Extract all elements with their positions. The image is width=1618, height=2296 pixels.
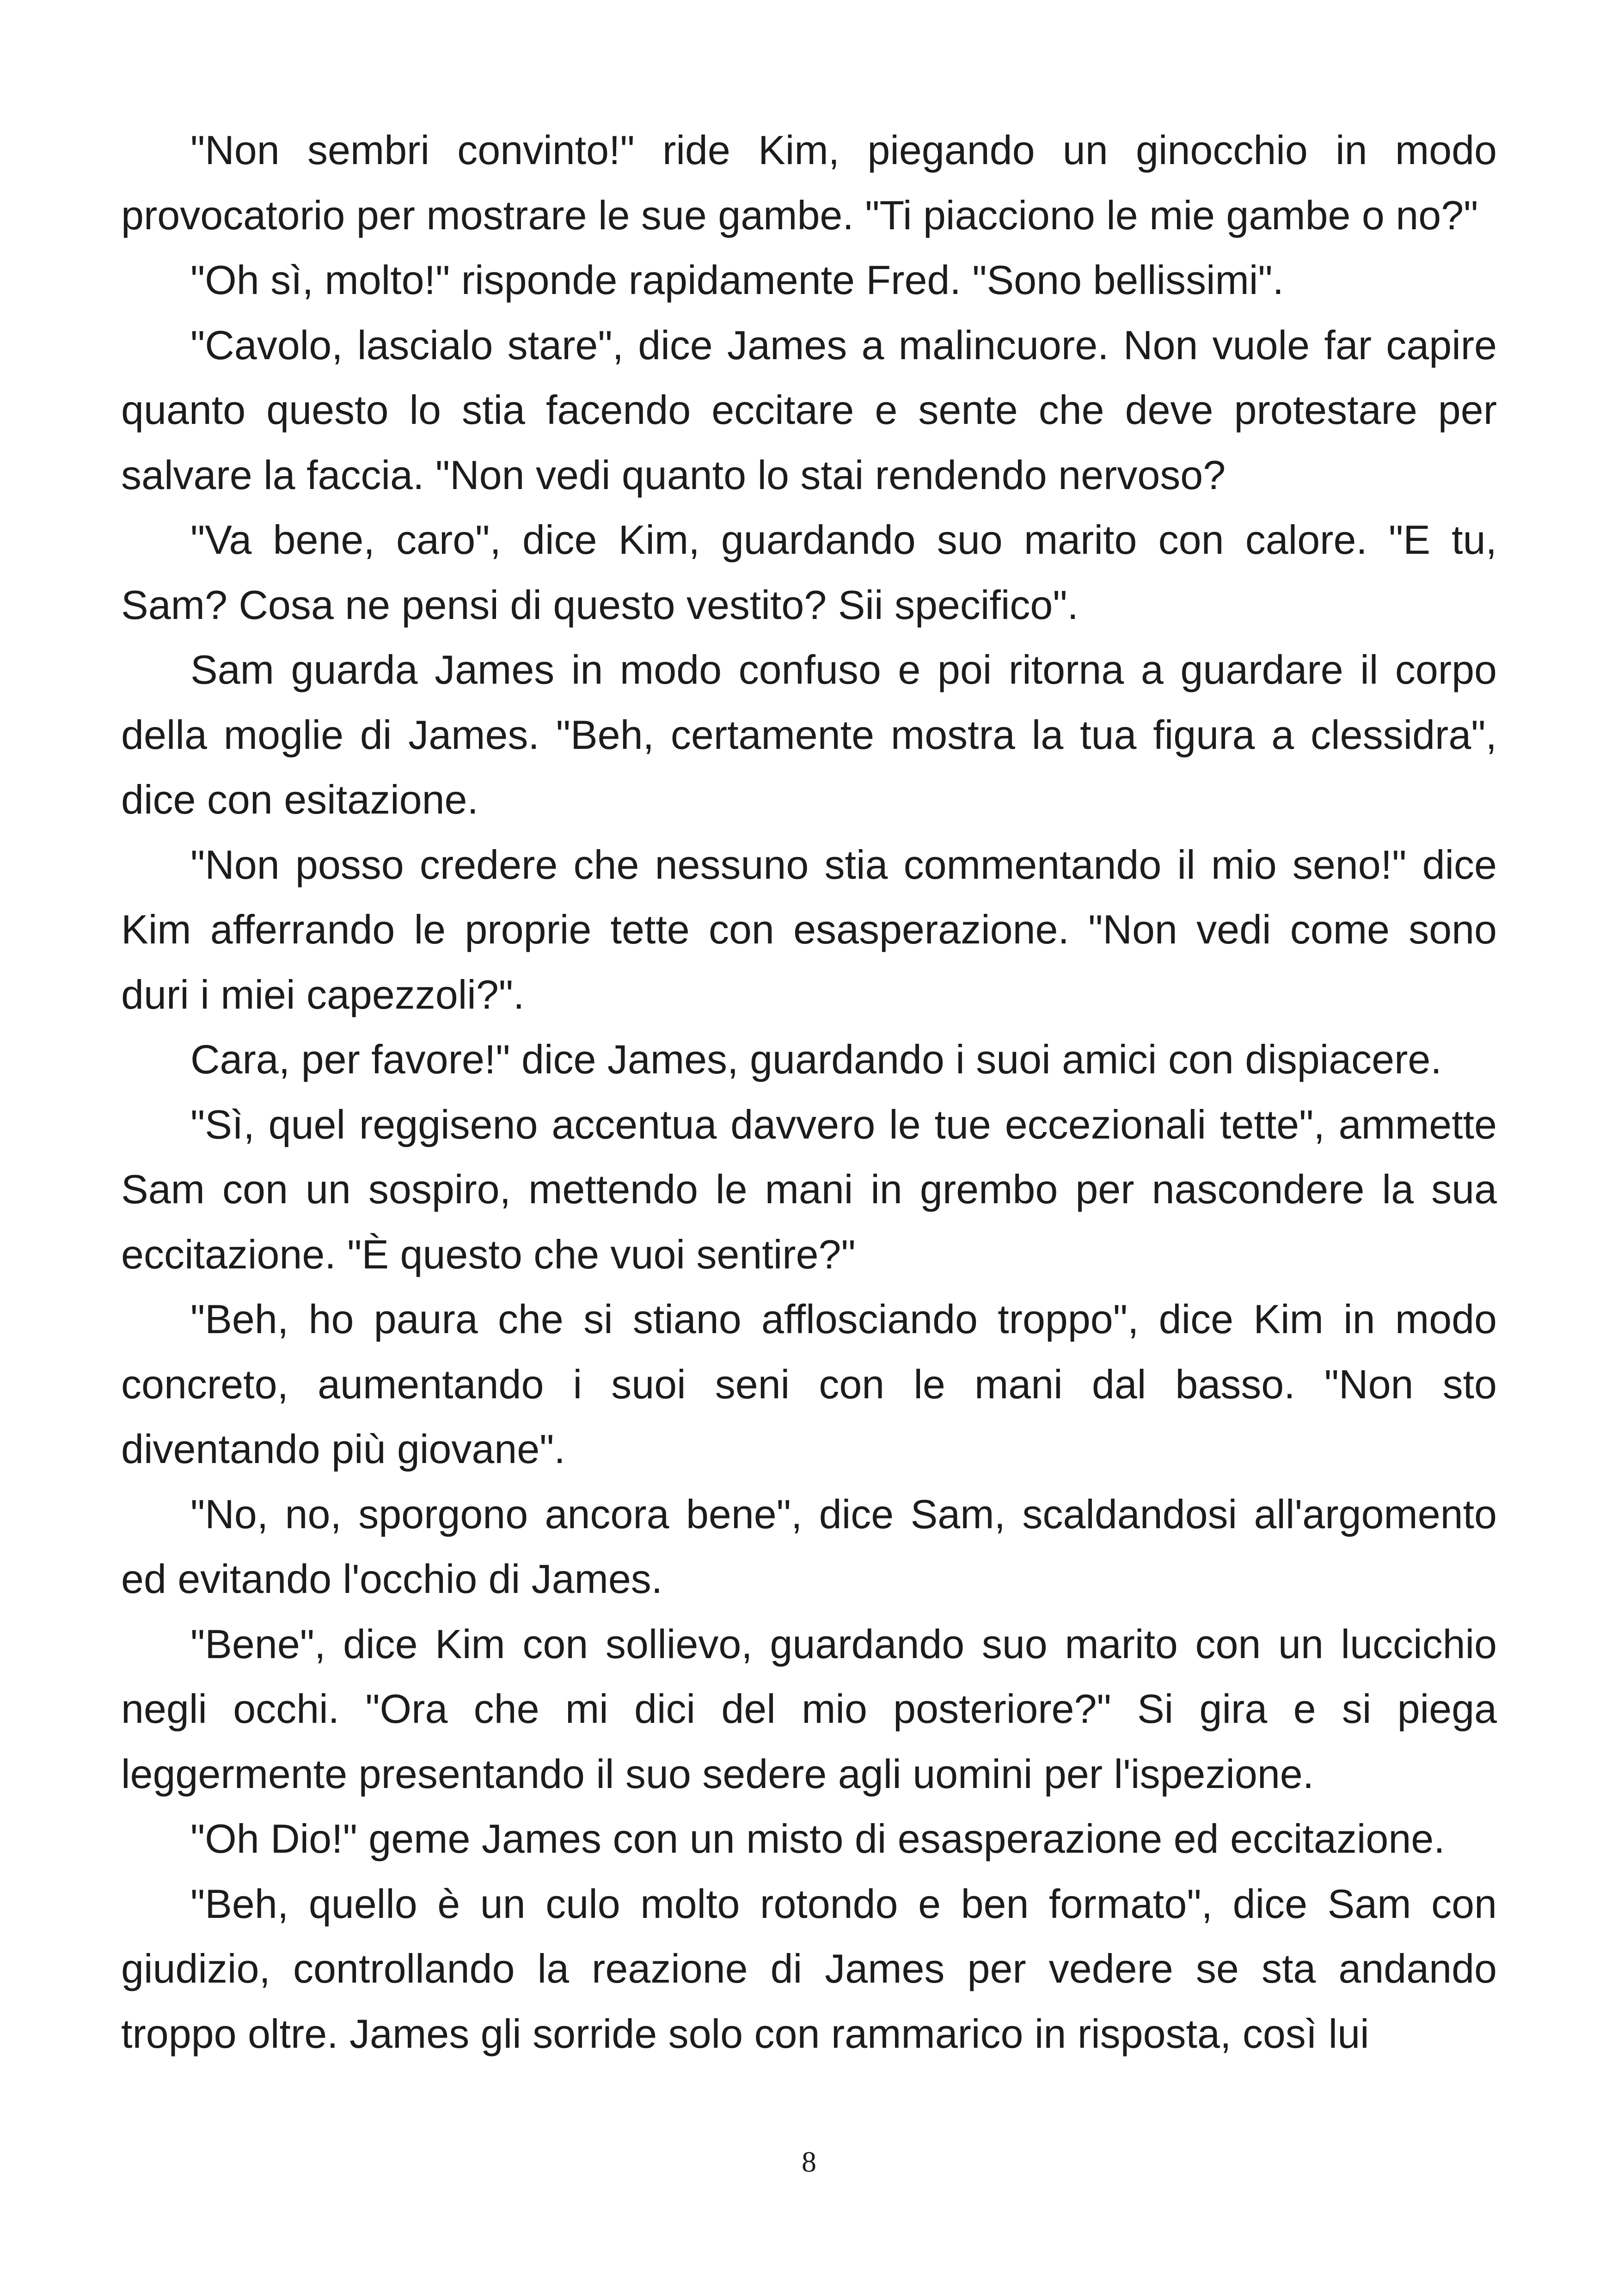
paragraph: Cara, per favore!" dice James, guardando i suoi amici con dispiacere. bbox=[190, 1036, 1442, 1082]
body-text bbox=[121, 118, 1497, 2066]
paragraph: "Cavolo, lascialo stare", dice James a malincuore. Non vuole far capire quanto questo lo stia facendo eccitare e sente che deve protestare per salvare la faccia. "Non vedi quanto lo stai rendendo nervoso? bbox=[121, 322, 1497, 498]
paragraph: Sam guarda James in modo confuso e poi ritorna a guardare il corpo della moglie di James. "Beh, certamente mostra la tua figura a clessidra", dice con esitazione. bbox=[121, 647, 1497, 822]
paragraph: "Non sembri convinto!" ride Kim, piegando un ginocchio in modo provocatorio per mostrare le sue gambe. "Ti piacciono le mie gambe o no?" bbox=[121, 127, 1497, 238]
paragraph: "No, no, sporgono ancora bene", dice Sam, scaldandosi all'argomento ed evitando l'occhio di James. bbox=[121, 1491, 1497, 1602]
paragraph: "Beh, quello è un culo molto rotondo e ben formato", dice Sam con giudizio, controllando la reazione di James per vedere se sta andando troppo oltre. James gli sorride solo con rammarico in risposta, così lui bbox=[121, 1880, 1497, 2057]
page-number: 8 bbox=[802, 2145, 816, 2178]
paragraph: "Sì, quel reggiseno accentua davvero le tue eccezionali tette", ammette Sam con un sospiro, mettendo le mani in grembo per nascondere la sua eccitazione. "È questo che vuoi sentire?" bbox=[121, 1101, 1497, 1277]
paragraph: "Oh sì, molto!" risponde rapidamente Fred. "Sono bellissimi". bbox=[190, 257, 1284, 303]
paragraph: "Beh, ho paura che si stiano afflosciando troppo", dice Kim in modo concreto, aumentando i suoi seni con le mani dal basso. "Non sto diventando più giovane". bbox=[121, 1296, 1497, 1472]
paragraph: "Oh Dio!" geme James con un misto di esasperazione ed eccitazione. bbox=[190, 1816, 1445, 1861]
paragraph: "Non posso credere che nessuno stia commentando il mio seno!" dice Kim afferrando le proprie tette con esasperazione. "Non vedi come sono duri i miei capezzoli?". bbox=[121, 841, 1497, 1017]
paragraph: "Bene", dice Kim con sollievo, guardando suo marito con un luccichio negli occhi. "Ora che mi dici del mio posteriore?" Si gira e si piega leggermente presentando il suo sedere agli uomini per l'ispezione. bbox=[121, 1621, 1497, 1797]
paragraph: "Va bene, caro", dice Kim, guardando suo marito con calore. "E tu, Sam? Cosa ne pensi di questo vestito? Sii specifico". bbox=[121, 517, 1497, 628]
